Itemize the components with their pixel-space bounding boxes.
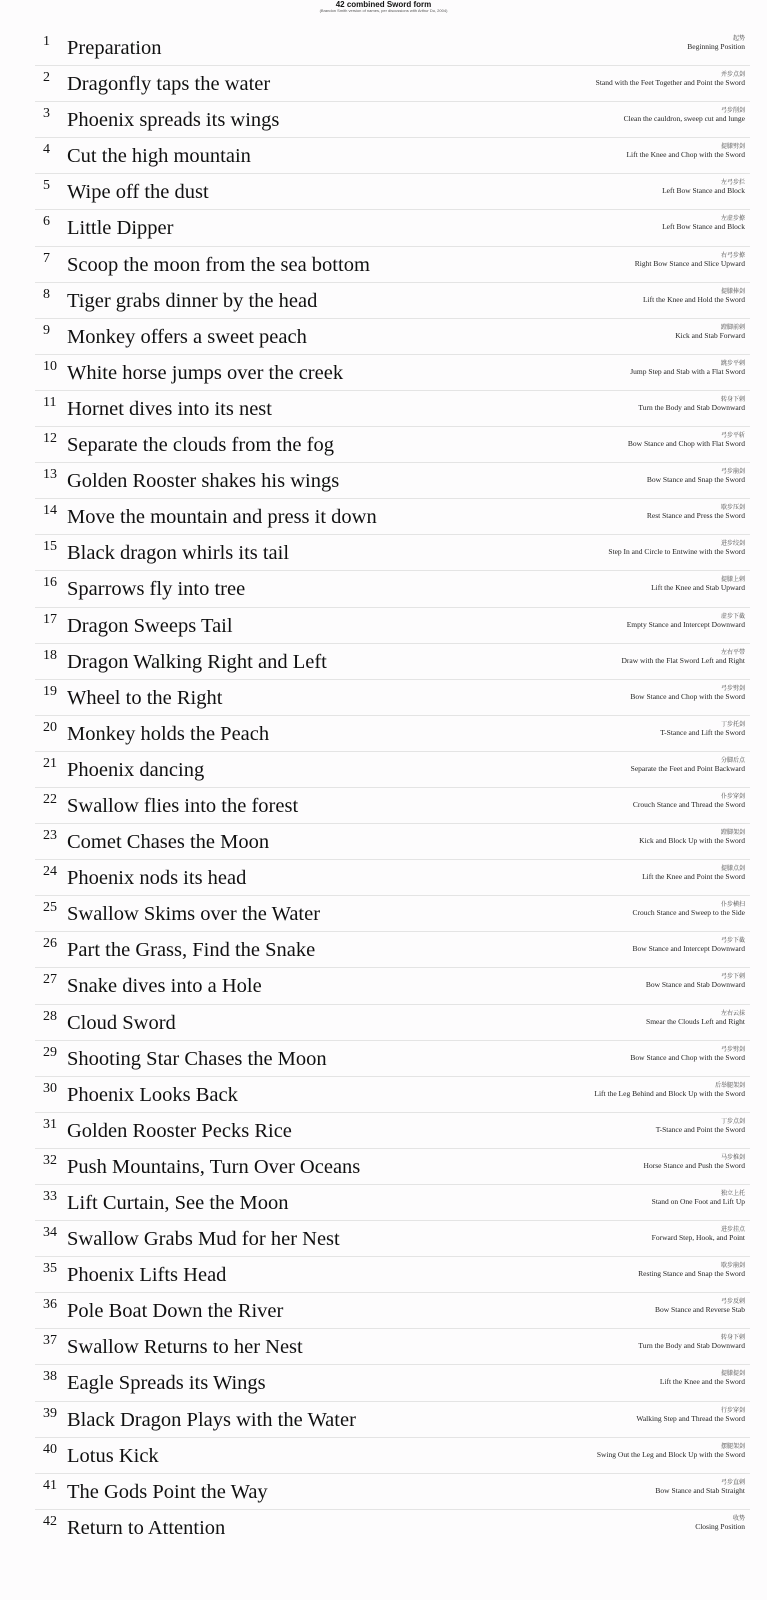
- move-translation: [695, 1513, 745, 1531]
- move-chinese-name: 弓步劈剑: [720, 1045, 745, 1053]
- move-translation: [660, 1368, 745, 1386]
- move-translation: [662, 213, 745, 231]
- move-chinese-name: 并步点剑: [720, 71, 745, 79]
- move-number: 27: [43, 972, 57, 988]
- move-chinese-name: 进步绞剑: [720, 540, 745, 548]
- move-translation: [597, 1441, 745, 1459]
- move-name: Little Dipper: [67, 217, 174, 240]
- move-english-description: Clean the cauldron, sweep cut and lunge: [623, 114, 745, 124]
- move-chinese-name: 左右平带: [720, 648, 745, 656]
- move-chinese-name: 左虚步撩: [720, 215, 745, 223]
- move-english-description: Empty Stance and Intercept Downward: [626, 619, 745, 629]
- move-english-description: Smear the Clouds Left and Right: [646, 1016, 745, 1026]
- move-chinese-name: 弓步下刺: [720, 973, 745, 981]
- move-row: [35, 1149, 750, 1185]
- move-chinese-name: 分脚后点: [720, 756, 745, 764]
- move-translation: [639, 827, 745, 845]
- move-row: [35, 499, 750, 535]
- move-english-description: T-Stance and Point the Sword: [655, 1124, 745, 1134]
- move-chinese-name: 收势: [732, 1514, 745, 1522]
- move-row: [35, 138, 750, 174]
- move-row: [35, 1221, 750, 1257]
- move-number: 20: [43, 719, 57, 735]
- move-name: Dragon Sweeps Tail: [67, 614, 233, 637]
- move-translation: [662, 177, 745, 195]
- move-chinese-name: 跳步平刺: [720, 359, 745, 367]
- move-number: 4: [43, 142, 50, 158]
- move-english-description: Jump Step and Stab with a Flat Sword: [630, 366, 745, 376]
- move-english-description: Turn the Body and Stab Downward: [638, 1341, 745, 1351]
- move-chinese-name: 弓步削剑: [720, 107, 745, 115]
- move-translation: [638, 1332, 745, 1350]
- move-number: 16: [43, 575, 57, 591]
- move-translation: [643, 286, 745, 304]
- move-translation: [630, 358, 745, 376]
- move-chinese-name: 独立上托: [720, 1190, 745, 1197]
- move-english-description: Swing Out the Leg and Block Up with the Sword: [596, 1449, 745, 1459]
- move-translation: [646, 971, 745, 989]
- move-number: 36: [43, 1297, 57, 1313]
- move-name: Eagle Spreads its Wings: [67, 1372, 266, 1395]
- move-english-description: Lift the Knee and Point the Sword: [642, 872, 745, 882]
- move-number: 29: [43, 1044, 57, 1060]
- move-translation: [621, 647, 745, 665]
- move-name: Phoenix nods its head: [67, 867, 247, 890]
- move-english-description: Crouch Stance and Sweep to the Side: [632, 908, 745, 918]
- move-chinese-name: 蹬脚前刺: [720, 323, 745, 331]
- move-row: [35, 1438, 750, 1474]
- document-title: 42 combined Sword form: [335, 0, 432, 9]
- move-english-description: Bow Stance and Chop with Flat Sword: [627, 439, 745, 449]
- move-name: Cut the high mountain: [67, 145, 251, 168]
- move-name: Sparrows fly into tree: [67, 578, 246, 601]
- move-name: Separate the clouds from the fog: [67, 434, 334, 457]
- move-row: [35, 210, 750, 246]
- move-row: [35, 752, 750, 788]
- move-chinese-name: 提膝上刺: [720, 576, 745, 584]
- move-english-description: Step In and Circle to Entwine with the Sword: [608, 547, 745, 557]
- move-chinese-name: 提膝捧剑: [720, 287, 745, 295]
- move-translation: [660, 719, 745, 737]
- move-row: [35, 1365, 750, 1401]
- move-number: 33: [43, 1189, 57, 1204]
- move-english-description: Lift the Leg Behind and Block Up with the Sword: [594, 1088, 745, 1098]
- move-row: [35, 463, 750, 499]
- move-name: Phoenix spreads its wings: [67, 109, 280, 132]
- move-name: Swallow flies into the forest: [67, 794, 299, 817]
- move-english-description: Lift the Knee and Hold the Sword: [642, 294, 745, 304]
- move-english-description: Bow Stance and Snap the Sword: [646, 475, 745, 485]
- move-row: [35, 1474, 750, 1510]
- move-translation: [633, 935, 745, 953]
- move-english-description: Closing Position: [695, 1521, 745, 1531]
- move-row: [35, 644, 750, 680]
- move-number: 3: [43, 106, 50, 122]
- move-number: 32: [43, 1152, 57, 1168]
- move-english-description: Bow Stance and Chop with the Sword: [630, 1052, 745, 1062]
- move-number: 30: [43, 1080, 57, 1096]
- move-chinese-name: 提膝点剑: [720, 865, 745, 873]
- move-translation: [630, 1044, 745, 1062]
- move-number: 14: [43, 503, 57, 519]
- move-translation: [651, 574, 745, 592]
- move-translation: [655, 1477, 745, 1495]
- move-row: [35, 66, 750, 102]
- move-name: Comet Chases the Moon: [67, 831, 270, 854]
- move-name: Dragon Walking Right and Left: [67, 650, 327, 673]
- move-english-description: Bow Stance and Intercept Downward: [632, 944, 745, 954]
- move-number: 9: [43, 322, 50, 338]
- move-chinese-name: 弓步平斩: [720, 432, 745, 440]
- move-chinese-name: 提膝提剑: [720, 1370, 745, 1378]
- move-row: [35, 824, 750, 860]
- move-number: 42: [43, 1513, 57, 1529]
- move-row: [35, 355, 750, 391]
- move-translation: [636, 1405, 745, 1423]
- move-number: 35: [43, 1261, 57, 1277]
- move-row: [35, 571, 750, 607]
- move-row: [35, 932, 750, 968]
- move-chinese-name: 马步推剑: [720, 1153, 745, 1161]
- move-number: 40: [43, 1441, 57, 1457]
- move-translation: [652, 1224, 745, 1242]
- move-translation: [628, 430, 745, 448]
- move-chinese-name: 弓步直刺: [720, 1478, 745, 1486]
- move-name: Part the Grass, Find the Snake: [67, 939, 316, 962]
- move-name: White horse jumps over the creek: [67, 361, 344, 384]
- move-chinese-name: 提膝劈剑: [720, 143, 745, 151]
- move-chinese-name: 摆腿架剑: [720, 1442, 745, 1450]
- move-chinese-name: 转身下刺: [720, 395, 745, 403]
- move-row: [35, 535, 750, 571]
- move-english-description: Horse Stance and Push the Sword: [643, 1160, 745, 1170]
- move-english-description: Bow Stance and Chop with the Sword: [630, 691, 745, 701]
- move-row: [35, 680, 750, 716]
- move-english-description: Left Bow Stance and Block: [662, 222, 745, 232]
- move-translation: [635, 250, 745, 268]
- move-number: 34: [43, 1225, 57, 1241]
- move-english-description: Stand on One Foot and Lift Up: [651, 1197, 745, 1206]
- move-translation: [633, 791, 745, 809]
- move-name: Swallow Grabs Mud for her Nest: [67, 1228, 340, 1251]
- move-english-description: Separate the Feet and Point Backward: [630, 763, 745, 773]
- move-name: Swallow Returns to her Nest: [67, 1336, 303, 1359]
- move-chinese-name: 转身下刺: [720, 1334, 745, 1342]
- move-name: Black Dragon Plays with the Water: [67, 1408, 356, 1431]
- move-number: 10: [43, 358, 57, 374]
- move-name: Dragonfly taps the water: [67, 73, 271, 96]
- move-number: 11: [43, 394, 57, 410]
- move-english-description: Stand with the Feet Together and Point the Sword: [595, 78, 745, 88]
- move-english-description: Lift the Knee and Chop with the Sword: [626, 150, 745, 160]
- move-number: 7: [43, 250, 50, 266]
- move-translation: [626, 141, 745, 159]
- move-row: [35, 1041, 750, 1077]
- move-chinese-name: 右弓步撩: [720, 251, 745, 259]
- move-translation: [656, 1116, 745, 1134]
- move-row: [35, 1329, 750, 1365]
- move-translation: [608, 538, 745, 556]
- move-number: 5: [43, 178, 50, 194]
- move-number: 2: [43, 70, 50, 86]
- move-number: 22: [43, 791, 57, 807]
- move-translation: [638, 394, 745, 412]
- move-translation: [594, 1080, 745, 1098]
- moves-list: [35, 30, 750, 1545]
- move-row: [35, 1257, 750, 1293]
- move-name: Shooting Star Chases the Moon: [67, 1047, 327, 1070]
- move-row: [35, 1005, 750, 1041]
- move-english-description: Crouch Stance and Thread the Sword: [632, 799, 745, 809]
- move-number: 24: [43, 864, 57, 880]
- move-number: 31: [43, 1116, 57, 1132]
- move-chinese-name: 仆步穿剑: [720, 792, 745, 800]
- move-english-description: Turn the Body and Stab Downward: [638, 402, 745, 412]
- move-chinese-name: 弓步劈剑: [720, 684, 745, 692]
- move-english-description: Left Bow Stance and Block: [662, 186, 745, 196]
- move-english-description: Walking Step and Thread the Sword: [636, 1413, 745, 1423]
- move-row: [35, 391, 750, 427]
- move-translation: [675, 322, 745, 340]
- move-row: [35, 174, 750, 210]
- move-row: [35, 1113, 750, 1149]
- move-name: Return to Attention: [67, 1516, 226, 1539]
- move-name: Move the mountain and press it down: [67, 506, 377, 529]
- move-translation: [630, 683, 745, 701]
- move-translation: [655, 1296, 745, 1314]
- move-chinese-name: 弓步崩剑: [720, 468, 745, 476]
- move-name: Scoop the moon from the sea bottom: [67, 253, 370, 276]
- move-name: Wheel to the Right: [67, 686, 223, 709]
- move-translation: [627, 611, 745, 629]
- move-row: [35, 247, 750, 283]
- move-row: [35, 896, 750, 932]
- move-translation: [633, 899, 745, 917]
- move-row: [35, 1077, 750, 1113]
- move-english-description: Bow Stance and Reverse Stab: [655, 1305, 745, 1315]
- move-number: 41: [43, 1477, 57, 1493]
- move-row: [35, 968, 750, 1004]
- move-english-description: T-Stance and Lift the Sword: [660, 727, 745, 737]
- move-row: [35, 716, 750, 752]
- move-name: Phoenix dancing: [67, 758, 205, 781]
- move-name: Wipe off the dust: [67, 181, 209, 204]
- move-row: [35, 1293, 750, 1329]
- move-translation: [644, 1152, 745, 1170]
- move-name: Lift Curtain, See the Moon: [67, 1192, 289, 1214]
- move-chinese-name: 蹬脚架剑: [720, 829, 745, 837]
- move-row: [35, 1402, 750, 1438]
- move-name: Golden Rooster Pecks Rice: [67, 1119, 292, 1142]
- move-translation: [647, 502, 745, 520]
- move-number: 37: [43, 1333, 57, 1349]
- move-number: 39: [43, 1405, 57, 1421]
- move-chinese-name: 仆步横扫: [720, 901, 745, 909]
- move-english-description: Kick and Stab Forward: [675, 330, 745, 340]
- move-number: 23: [43, 828, 57, 844]
- move-name: Push Mountains, Turn Over Oceans: [67, 1155, 361, 1178]
- move-name: The Gods Point the Way: [67, 1480, 268, 1503]
- move-chinese-name: 进步挂点: [720, 1226, 745, 1234]
- move-number: 28: [43, 1008, 57, 1024]
- move-number: 21: [43, 755, 57, 771]
- move-name: Golden Rooster shakes his wings: [67, 470, 340, 493]
- move-name: Swallow Skims over the Water: [67, 903, 321, 926]
- move-number: 26: [43, 936, 57, 952]
- move-number: 25: [43, 900, 57, 916]
- move-name: Lotus Kick: [67, 1444, 159, 1467]
- move-name: Hornet dives into its nest: [67, 397, 272, 420]
- move-number: 15: [43, 539, 57, 555]
- move-row: [35, 860, 750, 896]
- move-english-description: Beginning Position: [687, 42, 745, 51]
- move-number: 8: [43, 286, 50, 302]
- move-number: 17: [43, 611, 57, 627]
- move-translation: [652, 1188, 745, 1206]
- move-name: Cloud Sword: [67, 1011, 176, 1034]
- move-row: [35, 30, 750, 66]
- move-translation: [624, 105, 745, 123]
- move-row: [35, 427, 750, 463]
- move-name: Preparation: [67, 37, 162, 59]
- move-english-description: Kick and Block Up with the Sword: [639, 836, 745, 846]
- move-number: 1: [43, 34, 50, 49]
- move-row: [35, 1185, 750, 1221]
- move-name: Pole Boat Down the River: [67, 1300, 284, 1323]
- move-translation: [642, 863, 745, 881]
- move-chinese-name: 歇步崩剑: [720, 1262, 745, 1270]
- move-name: Snake dives into a Hole: [67, 975, 262, 998]
- move-row: [35, 608, 750, 644]
- move-english-description: Draw with the Flat Sword Left and Right: [621, 655, 745, 665]
- move-english-description: Bow Stance and Stab Straight: [655, 1485, 745, 1495]
- move-number: 13: [43, 467, 57, 483]
- move-translation: [631, 755, 745, 773]
- move-english-description: Lift the Knee and the Sword: [659, 1377, 745, 1387]
- move-row: [35, 283, 750, 319]
- move-chinese-name: 丁步托剑: [720, 720, 745, 728]
- move-name: Black dragon whirls its tail: [67, 542, 290, 565]
- move-english-description: Lift the Knee and Stab Upward: [651, 583, 745, 593]
- move-number: 38: [43, 1369, 57, 1385]
- move-row: [35, 319, 750, 355]
- move-chinese-name: 丁步点剑: [720, 1117, 745, 1125]
- move-english-description: Right Bow Stance and Slice Upward: [634, 258, 745, 268]
- move-name: Monkey offers a sweet peach: [67, 325, 307, 348]
- move-chinese-name: 歇步压剑: [720, 504, 745, 512]
- move-row: [35, 1510, 750, 1545]
- move-number: 18: [43, 647, 57, 663]
- move-number: 12: [43, 431, 57, 447]
- move-name: Tiger grabs dinner by the head: [67, 289, 318, 312]
- move-chinese-name: 左右云抹: [720, 1009, 745, 1017]
- move-chinese-name: 弓步反刺: [720, 1298, 745, 1306]
- move-row: [35, 102, 750, 138]
- move-english-description: Bow Stance and Stab Downward: [645, 980, 745, 990]
- move-chinese-name: 左弓步拦: [720, 179, 745, 187]
- move-translation: [646, 1008, 745, 1026]
- move-translation: [647, 466, 745, 484]
- move-translation: [596, 69, 745, 87]
- move-chinese-name: 后举腿架剑: [714, 1081, 745, 1089]
- move-name: Phoenix Lifts Head: [67, 1264, 227, 1287]
- move-number: 19: [43, 683, 57, 699]
- move-english-description: Rest Stance and Press the Sword: [646, 511, 745, 521]
- move-english-description: Resting Stance and Snap the Sword: [638, 1269, 745, 1279]
- move-chinese-name: 弓步下截: [720, 937, 745, 945]
- move-chinese-name: 起势: [732, 35, 745, 42]
- move-name: Monkey holds the Peach: [67, 722, 270, 745]
- move-translation: [638, 1260, 745, 1278]
- document-subtitle: (Brandon Smith version of names, per discussions with Arthur Du, 2004): [319, 8, 448, 13]
- move-chinese-name: 虚步下截: [720, 612, 745, 620]
- move-number: 6: [43, 214, 50, 230]
- move-name: Phoenix Looks Back: [67, 1083, 238, 1106]
- move-chinese-name: 行步穿剑: [720, 1406, 745, 1414]
- move-english-description: Forward Step, Hook, and Point: [651, 1233, 745, 1243]
- move-row: [35, 788, 750, 824]
- move-translation: [687, 33, 745, 51]
